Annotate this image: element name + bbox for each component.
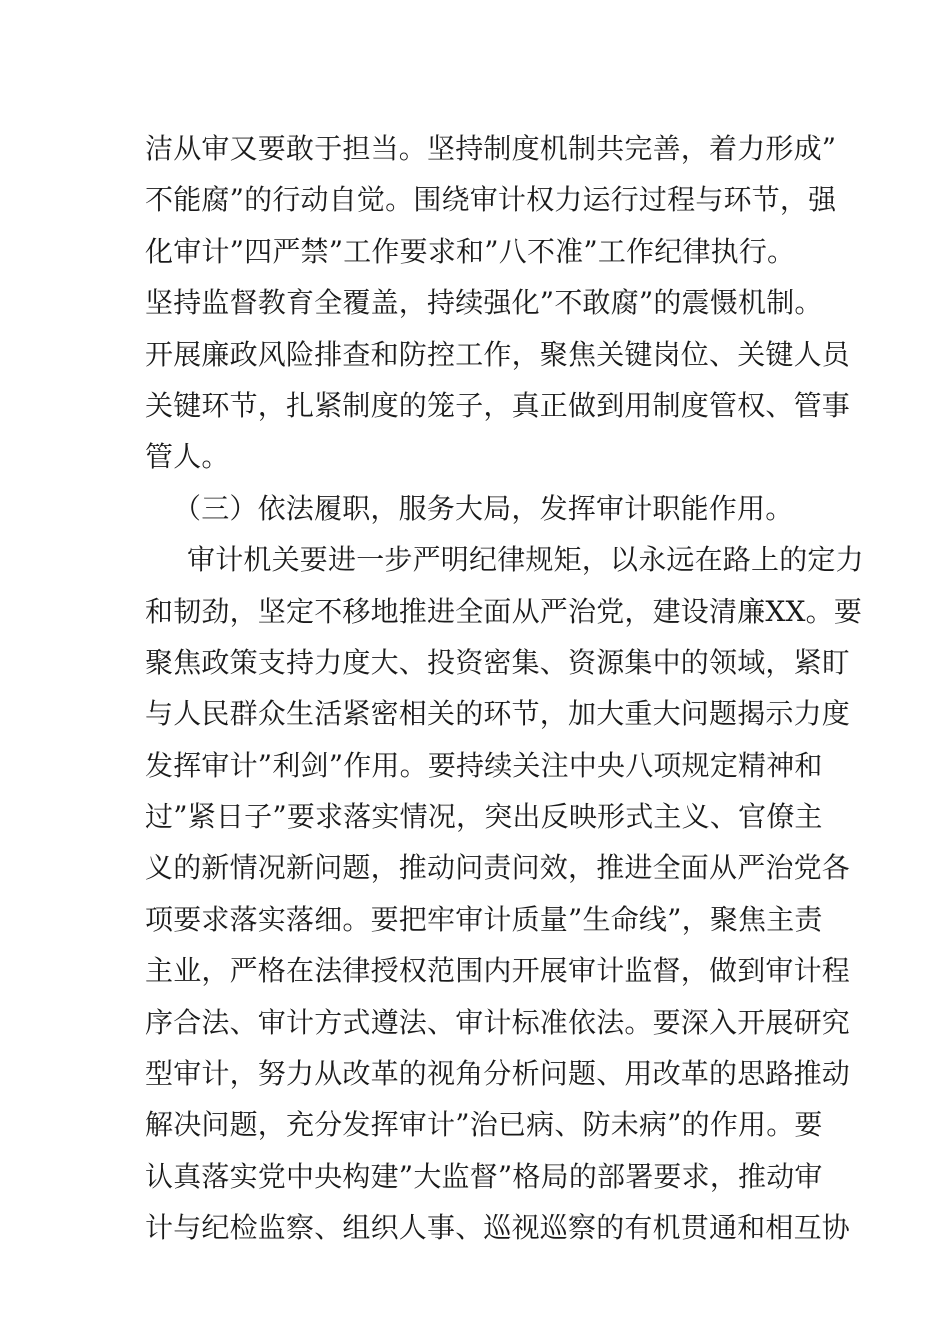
- text-line: 型审计，努力从改革的视角分析问题、用改革的思路推动: [145, 1057, 851, 1091]
- section-heading: （三）依法履职，服务大局，发挥审计职能作用。: [173, 491, 794, 525]
- text-line: 计与纪检监察、组织人事、巡视巡察的有机贯通和相互协: [145, 1211, 851, 1245]
- text-line: 不能腐”的行动自觉。围绕审计权力运行过程与环节，强: [145, 183, 837, 217]
- text-line: 序合法、审计方式遵法、审计标准依法。要深入开展研究: [145, 1005, 851, 1039]
- paragraph-first-line: 审计机关要进一步严明纪律规矩，以永远在路上的定力: [187, 543, 864, 577]
- body-text: [145, 123, 864, 1254]
- text-line: 化审计”四严禁”工作要求和”八不准”工作纪律执行。: [145, 234, 796, 268]
- text-line: 聚焦政策支持力度大、投资密集、资源集中的领域，紧盯: [145, 645, 851, 679]
- text-line: 洁从审又要敢于担当。坚持制度机制共完善，着力形成”: [145, 132, 837, 165]
- text-line: 关键环节，扎紧制度的笼子，真正做到用制度管权、管事: [145, 388, 851, 422]
- text-line: 解决问题，充分发挥审计”治已病、防未病”的作用。要: [145, 1108, 823, 1142]
- text-line: 发挥审计”利剑”作用。要持续关注中央八项规定精神和: [145, 748, 823, 782]
- text-line: 与人民群众生活紧密相关的环节，加大重大问题揭示力度: [145, 697, 851, 731]
- text-line: 和韧劲，坚定不移地推进全面从严治党，建设清廉XX。要: [145, 594, 863, 628]
- text-line: 认真落实党中央构建”大监督”格局的部署要求，推动审: [145, 1159, 823, 1193]
- text-line: 坚持监督教育全覆盖，持续强化”不敢腐”的震慑机制。: [145, 286, 823, 320]
- text-line: 开展廉政风险排查和防控工作，聚焦关键岗位、关键人员: [145, 337, 851, 371]
- text-line: 项要求落实落细。要把牢审计质量”生命线”，聚焦主责: [145, 902, 823, 936]
- text-line: 过”紧日子”要求落实情况，突出反映形式主义、官僚主: [145, 800, 823, 834]
- text-line: 义的新情况新问题，推动问责问效，推进全面从严治党各: [145, 851, 851, 885]
- text-line: 管人。: [145, 440, 230, 474]
- text-line: 主业，严格在法律授权范围内开展审计监督，做到审计程: [145, 954, 851, 988]
